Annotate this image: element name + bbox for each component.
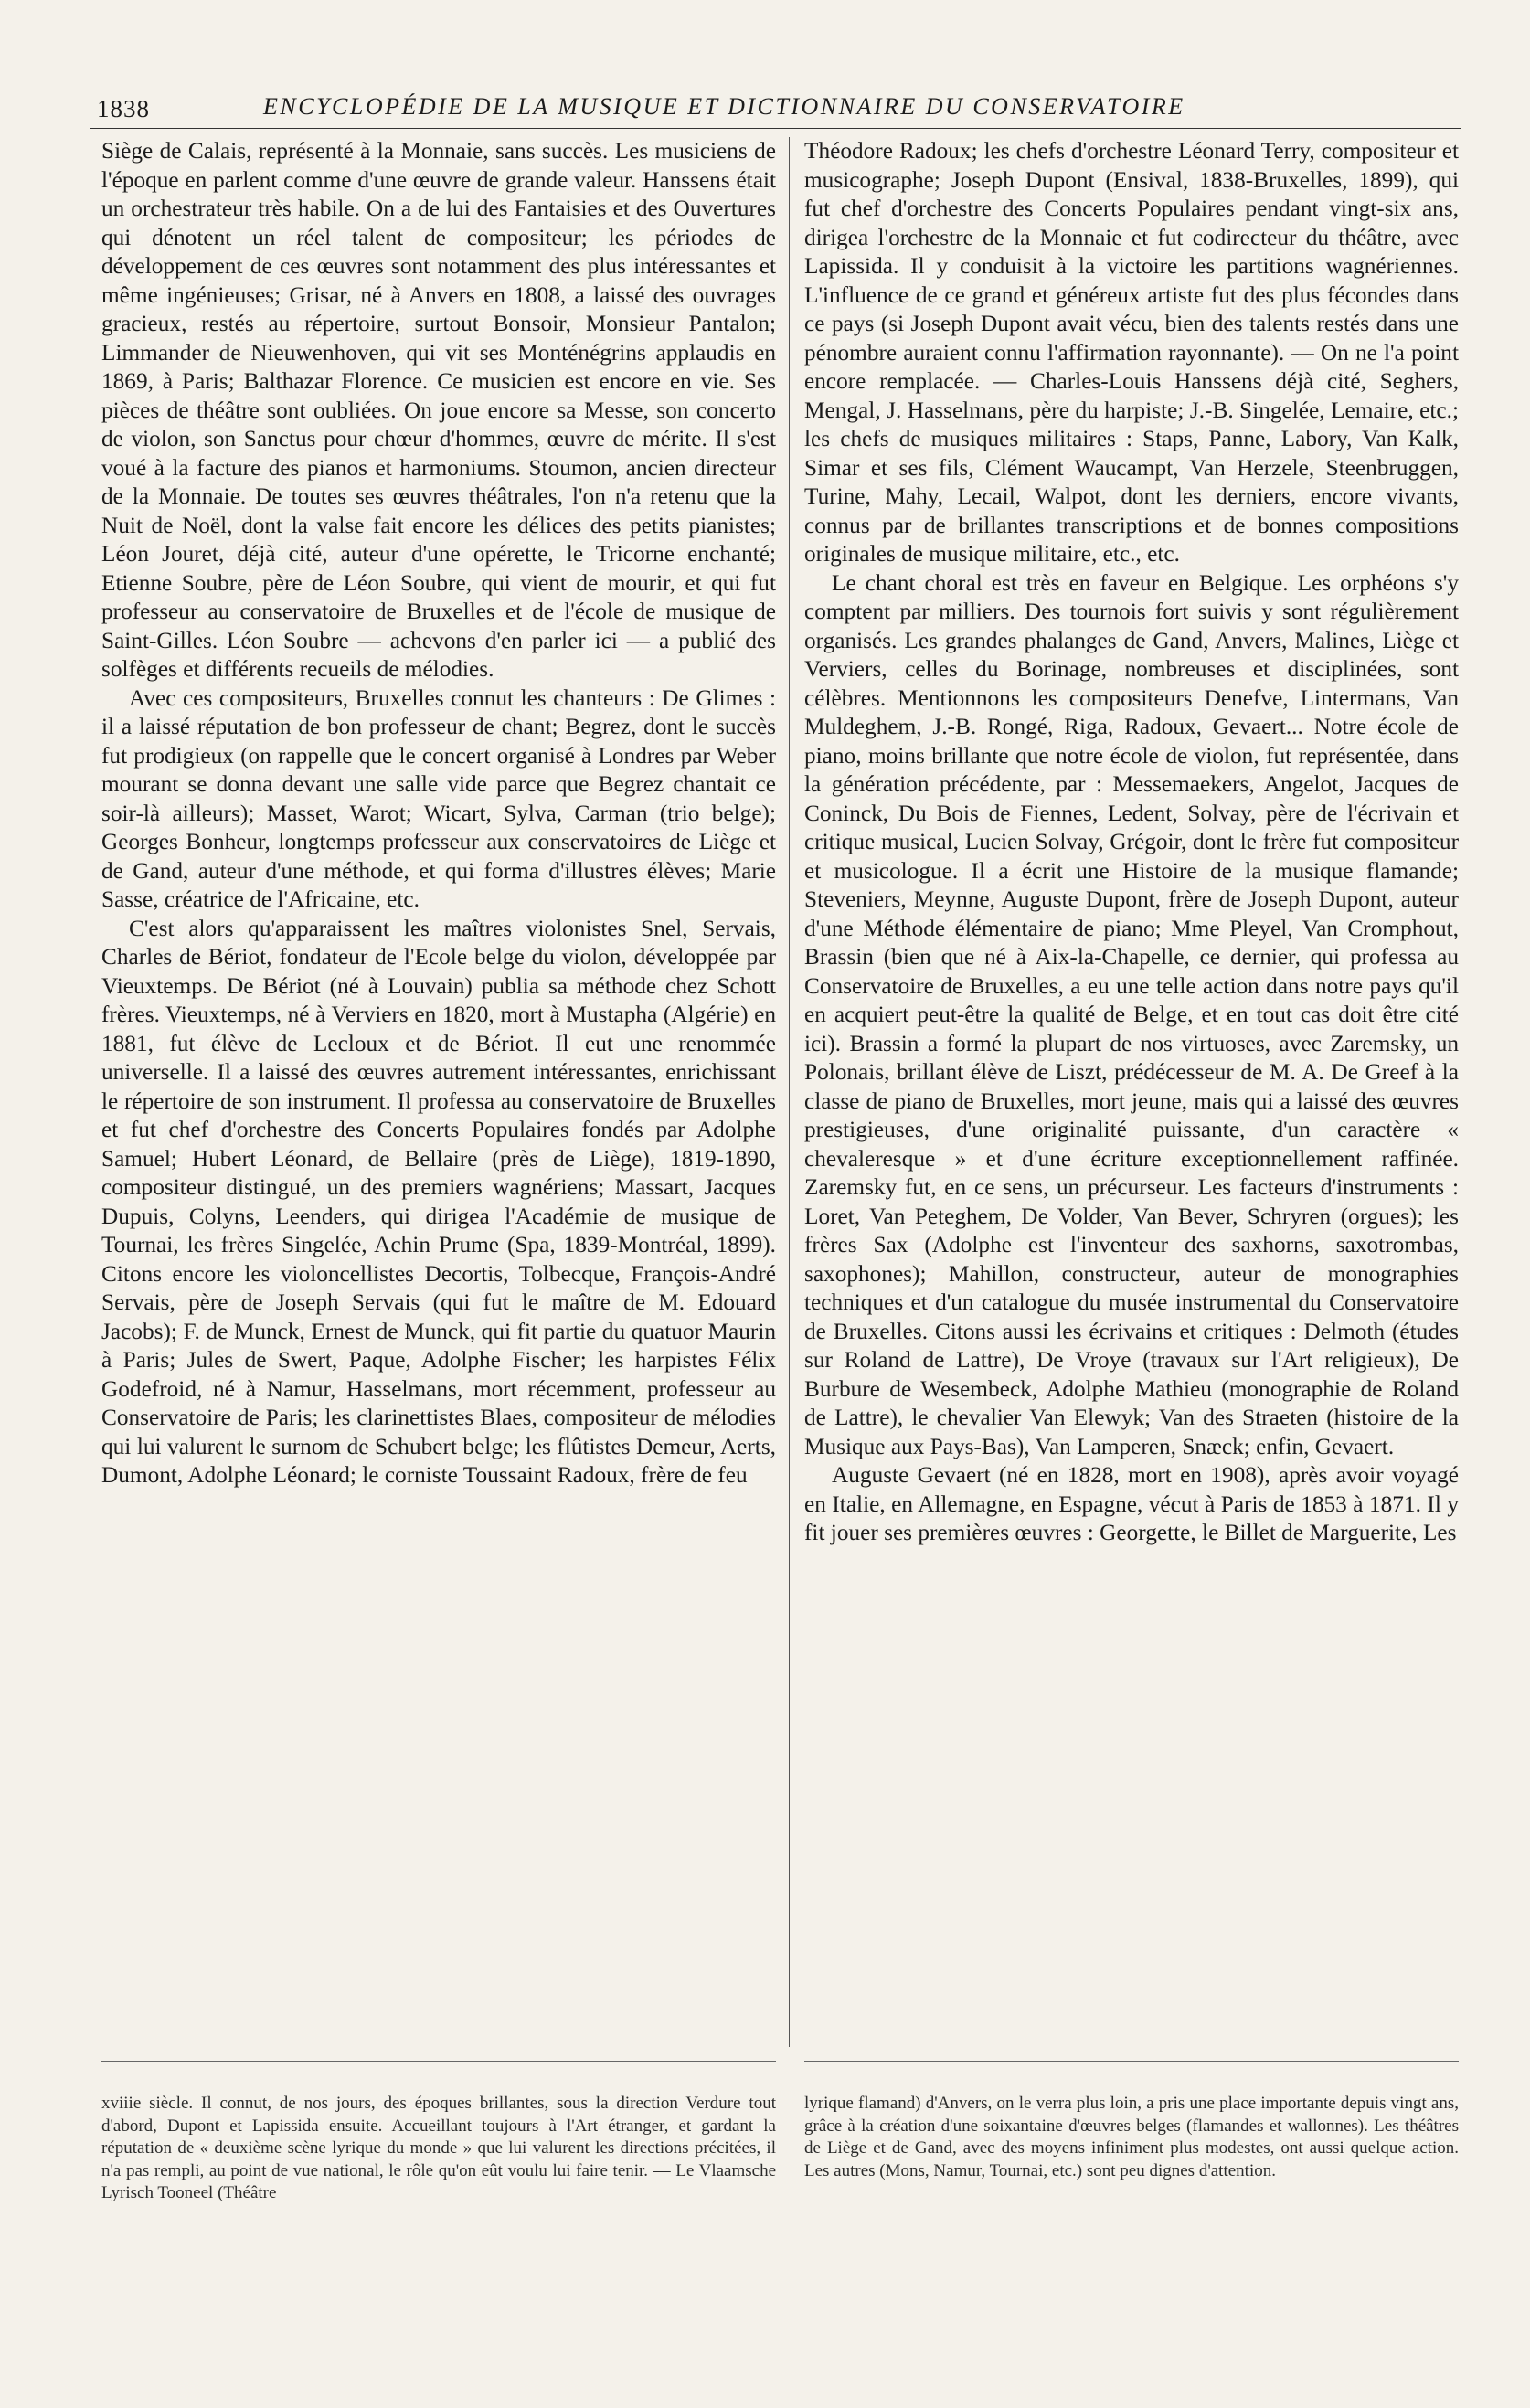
footnote-left: xviiie siècle. Il connut, de nos jours, des époques brillantes, sous la direction Verdure tout d'abord, Dupont et Lapissida ensuite. Accueillant toujours à l'Art étranger, et gardant la réputation de « deuxième scène lyrique du monde » que lui valurent les directions précitées, il n'a pas rempli, au point de vue national, le rôle qu'on eût voulu lui faire tenir. — Le Vlaamsche Lyrisch Tooneel (Théâtre bbox=[101, 2094, 776, 2202]
running-title: ENCYCLOPÉDIE DE LA MUSIQUE ET DICTIONNAIRE DU CONSERVATOIRE bbox=[263, 93, 1185, 120]
footnote-right: lyrique flamand) d'Anvers, on le verra plus loin, a pris une place importante depuis vingt ans, grâce à la création d'une soixantaine d'œuvres belges (flamandes et wallonnes). Les théâtres de Liège et de Gand, avec des moyens infiniment plus modestes, ont aussi quelque action. Les autres (Mons, Namur, Tournai, etc.) sont peu dignes d'attention. bbox=[804, 2094, 1459, 2180]
right-column bbox=[804, 137, 1459, 1548]
footnote-rule-left bbox=[101, 2061, 776, 2062]
running-head bbox=[90, 91, 1461, 129]
footnote-rule-right bbox=[804, 2061, 1459, 2062]
column-divider bbox=[789, 137, 790, 2047]
left-paragraph-2: Avec ces compositeurs, Bruxelles connut les chanteurs : De Glimes : il a laissé réputation de bon professeur de chant; Begrez, dont le succès fut prodigieux (on rappelle que le concert organisé à Londres par Weber mourant se donna devant une salle vide parce que Begrez chantait ce soir-là ailleurs); Masset, Warot; Wicart, Sylva, Carman (trio belge); Georges Bonheur, longtemps professeur aux conservatoires de Liège et de Gand, auteur d'une méthode, et qui forma d'illustres élèves; Marie Sasse, créatrice de l'Africaine, etc. bbox=[101, 684, 776, 912]
right-paragraph-1: Théodore Radoux; les chefs d'orchestre Léonard Terry, compositeur et musicographe; Joseph Dupont (Ensival, 1838-Bruxelles, 1899), qui fut chef d'orchestre des Concerts Populaires pendant vingt-six ans, dirigea l'orchestre de la Monnaie et fut codirecteur du théâtre, avec Lapissida. Il y conduisit à la victoire les partitions wagnériennes. L'influence de ce grand et généreux artiste fut des plus fécondes dans ce pays (si Joseph Dupont avait vécu, bien des talents restés dans une pénombre auraient connu l'affirmation rayonnante). — On ne l'a point encore remplacée. — Charles-Louis Hanssens déjà cité, Seghers, Mengal, J. Hasselmans, père du harpiste; J.-B. Singelée, Lemaire, etc.; les chefs de musiques militaires : Staps, Panne, Labory, Van Kalk, Simar et ses fils, Clément Waucampt, Van Herzele, Steenbruggen, Turine, Mahy, Lecail, Walpot, dont les derniers, encore vivants, connus par de brillantes transcriptions et de bonnes compositions originales de musique militaire, etc., etc. bbox=[804, 138, 1459, 567]
right-paragraph-2: Le chant choral est très en faveur en Belgique. Les orphéons s'y comptent par milliers. Des tournois fort suivis y sont régulièrement organisés. Les grandes phalanges de Gand, Anvers, Malines, Liège et Verviers, celles du Borinage, nombreuses et disciplinées, sont célèbres. Mentionnons les compositeurs Denefve, Lintermans, Van Muldeghem, J.-B. Rongé, Riga, Radoux, Gevaert... Notre école de piano, moins brillante que notre école de violon, fut représentée, dans la génération précédente, par : Messemaekers, Angelot, Jacques de Coninck, Du Bois de Fiennes, Ledent, Solvay, père de l'écrivain et critique musical, Lucien Solvay, Grégoir, dont le frère fut compositeur et musicologue. Il a écrit une Histoire de la musique flamande; Steveniers, Meynne, Auguste Dupont, frère de Joseph Dupont, auteur d'une Méthode élémentaire de piano; Mme Pleyel, Van Cromphout, Brassin (bien que né à Aix-la-Chapelle, ce dernier, qui professa au Conservatoire de Bruxelles, a eu une telle action dans notre pays qu'il en acquiert peut-être la qualité de Belge, et en tout cas doit être cité ici). Brassin a formé la plupart de nos virtuoses, avec Zaremsky, un Polonais, brillant élève de Liszt, prédécesseur de M. A. De Greef à la classe de piano de Bruxelles, mort jeune, mais qui a laissé des œuvres prestigieuses, d'une originalité puissante, d'un caractère « chevaleresque » et d'une écriture exceptionnellement raffinée. Zaremsky fut, en ce sens, un précurseur. Les facteurs d'instruments : Loret, Van Peteghem, De Volder, Van Bever, Schryren (orgues); les frères Sax (Adolphe est l'inventeur des saxhorns, saxotrombas, saxophones); Mahillon, constructeur, auteur de monographies techniques et d'un catalogue du musée instrumental du Conservatoire de Bruxelles. Citons aussi les écrivains et critiques : Delmoth (études sur Roland de Lattre), De Vroye (travaux sur l'Art religieux), De Burbure de Wesembeck, Adolphe Mathieu (monographie de Roland de Lattre), le chevalier Van Elewyk; Van des Straeten (histoire de la Musique aux Pays-Bas), Van Lamperen, Snæck; enfin, Gevaert. bbox=[804, 569, 1459, 1459]
page-number: 1838 bbox=[97, 95, 150, 122]
left-column bbox=[101, 137, 776, 1490]
left-paragraph-1: Siège de Calais, représenté à la Monnaie, sans succès. Les musiciens de l'époque en parlent comme d'une œuvre de grande valeur. Hanssens était un orchestrateur très habile. On a de lui des Fantaisies et des Ouvertures qui dénotent un réel talent de compositeur; les périodes de développement de ces œuvres sont notamment des plus intéressantes et même ingénieuses; Grisar, né à Anvers en 1808, a laissé des ouvrages gracieux, restés au répertoire, surtout Bonsoir, Monsieur Pantalon; Limmander de Nieuwenhoven, qui vit ses Monténégrins applaudis en 1869, à Paris; Balthazar Florence. Ce musicien est encore en vie. Ses pièces de théâtre sont oubliées. On joue encore sa Messe, son concerto de violon, son Sanctus pour chœur d'hommes, œuvre de mérite. Il s'est voué à la facture des pianos et harmoniums. Stoumon, ancien directeur de la Monnaie. De toutes ses œuvres théâtrales, l'on n'a retenu que la Nuit de Noël, dont la valse fait encore les délices des petits pianistes; Léon Jouret, déjà cité, auteur d'une opérette, le Tricorne enchanté; Etienne Soubre, père de Léon Soubre, qui vient de mourir, et qui fut professeur au conservatoire de Bruxelles et de l'école de musique de Saint-Gilles. Léon Soubre — achevons d'en parler ici — a publié des solfèges et différents recueils de mélodies. bbox=[101, 138, 776, 682]
right-paragraph-3: Auguste Gevaert (né en 1828, mort en 1908), après avoir voyagé en Italie, en Allemagne, en Espagne, vécut à Paris de 1853 à 1871. Il y fit jouer ses premières œuvres : Georgette, le Billet de Marguerite, Les bbox=[804, 1462, 1459, 1545]
left-paragraph-3: C'est alors qu'apparaissent les maîtres violonistes Snel, Servais, Charles de Bériot, fondateur de l'Ecole belge du violon, développée par Vieuxtemps. De Bériot (né à Louvain) publia sa méthode chez Schott frères. Vieuxtemps, né à Verviers en 1820, mort à Mustapha (Algérie) en 1881, fut élève de Lecloux et de Bériot. Il eut une renommée universelle. Il a laissé des œuvres autrement intéressantes, enrichissant le répertoire de son instrument. Il professa au conservatoire de Bruxelles et fut chef d'orchestre des Concerts Populaires fondés par Adolphe Samuel; Hubert Léonard, de Bellaire (près de Liège), 1819-1890, compositeur distingué, un des premiers wagnériens; Massart, Jacques Dupuis, Colyns, Leenders, qui dirigea l'Académie de musique de Tournai, les frères Singelée, Achin Prume (Spa, 1839-Montréal, 1899). Citons encore les violoncellistes Decortis, Tolbecque, François-André Servais, père de Joseph Servais (qui fut le maître de M. Edouard Jacobs); F. de Munck, Ernest de Munck, qui fit partie du quatuor Maurin à Paris; Jules de Swert, Paque, Adolphe Fischer; les harpistes Félix Godefroid, né à Namur, Hasselmans, mort récemment, professeur au Conservatoire de Paris; les clarinettistes Blaes, compositeur de mélodies qui lui valurent le surnom de Schubert belge; les flûtistes Demeur, Aerts, Dumont, Adolphe Léonard; le corniste Toussaint Radoux, frère de feu bbox=[101, 915, 776, 1488]
